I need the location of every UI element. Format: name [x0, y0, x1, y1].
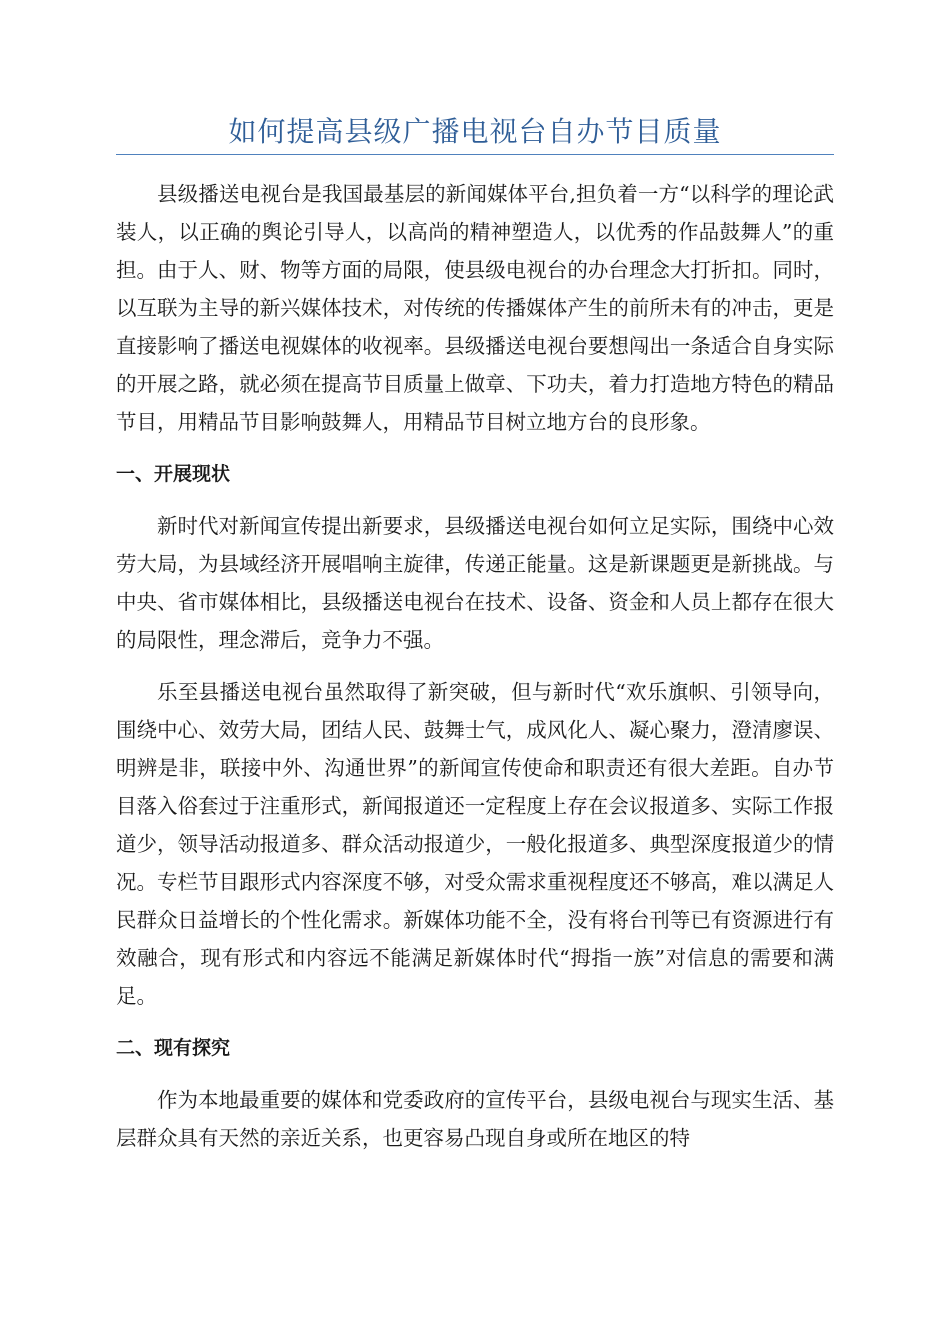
paragraph-intro: 县级播送电视台是我国最基层的新闻媒体平台,担负着一方“以科学的理论武装人，以正确的舆论引导人，以高尚的精神塑造人，以优秀的作品鼓舞人”的重担。由于人、财、物等方面的局限，使县级电视台的办台理念大打折扣。同时，以互联为主导的新兴媒体技术，对传统的传播媒体产生的前所未有的冲击，更是直接影响了播送电视媒体的收视率。县级播送电视台要想闯出一条适合自身实际的开展之路，就必须在提高节目质量上做章、下功夫，着力打造地方特色的精品节目，用精品节目影响鼓舞人，用精品节目树立地方台的良形象。 — [116, 182, 834, 434]
document-page — [116, 112, 834, 1171]
paragraph-exploration-1: 作为本地最重要的媒体和党委政府的宣传平台，县级电视台与现实生活、基层群众具有天然的亲近关系，也更容易凸现自身或所在地区的特 — [116, 1088, 834, 1150]
paragraph-status-2: 乐至县播送电视台虽然取得了新突破，但与新时代“欢乐旗帜、引领导向，围绕中心、效劳大局，团结人民、鼓舞士气，成风化人、凝心聚力，澄清廖误、明辨是非，联接中外、沟通世界”的新闻宣传使命和职责还有很大差距。自办节目落入俗套过于注重形式，新闻报道还一定程度上存在会议报道多、实际工作报道少，领导活动报道多、群众活动报道少，一般化报道多、典型深度报道少的情况。专栏节目跟形式内容深度不够，对受众需求重视程度还不够高，难以满足人民群众日益增长的个性化需求。新媒体功能不全，没有将台刊等已有资源进行有效融合，现有形式和内容远不能满足新媒体时代“拇指一族”对信息的需要和满足。 — [116, 680, 834, 1008]
page-title: 如何提高县级广播电视台自办节目质量 — [116, 112, 834, 155]
section-heading-2: 二、现有探究 — [116, 1037, 231, 1059]
paragraph-status-1: 新时代对新闻宣传提出新要求，县级播送电视台如何立足实际，围绕中心效劳大局，为县域经济开展唱响主旋律，传递正能量。这是新课题更是新挑战。与中央、省市媒体相比，县级播送电视台在技术、设备、资金和人员上都存在很大的局限性，理念滞后，竞争力不强。 — [116, 514, 834, 652]
section-heading-1: 一、开展现状 — [116, 463, 231, 485]
